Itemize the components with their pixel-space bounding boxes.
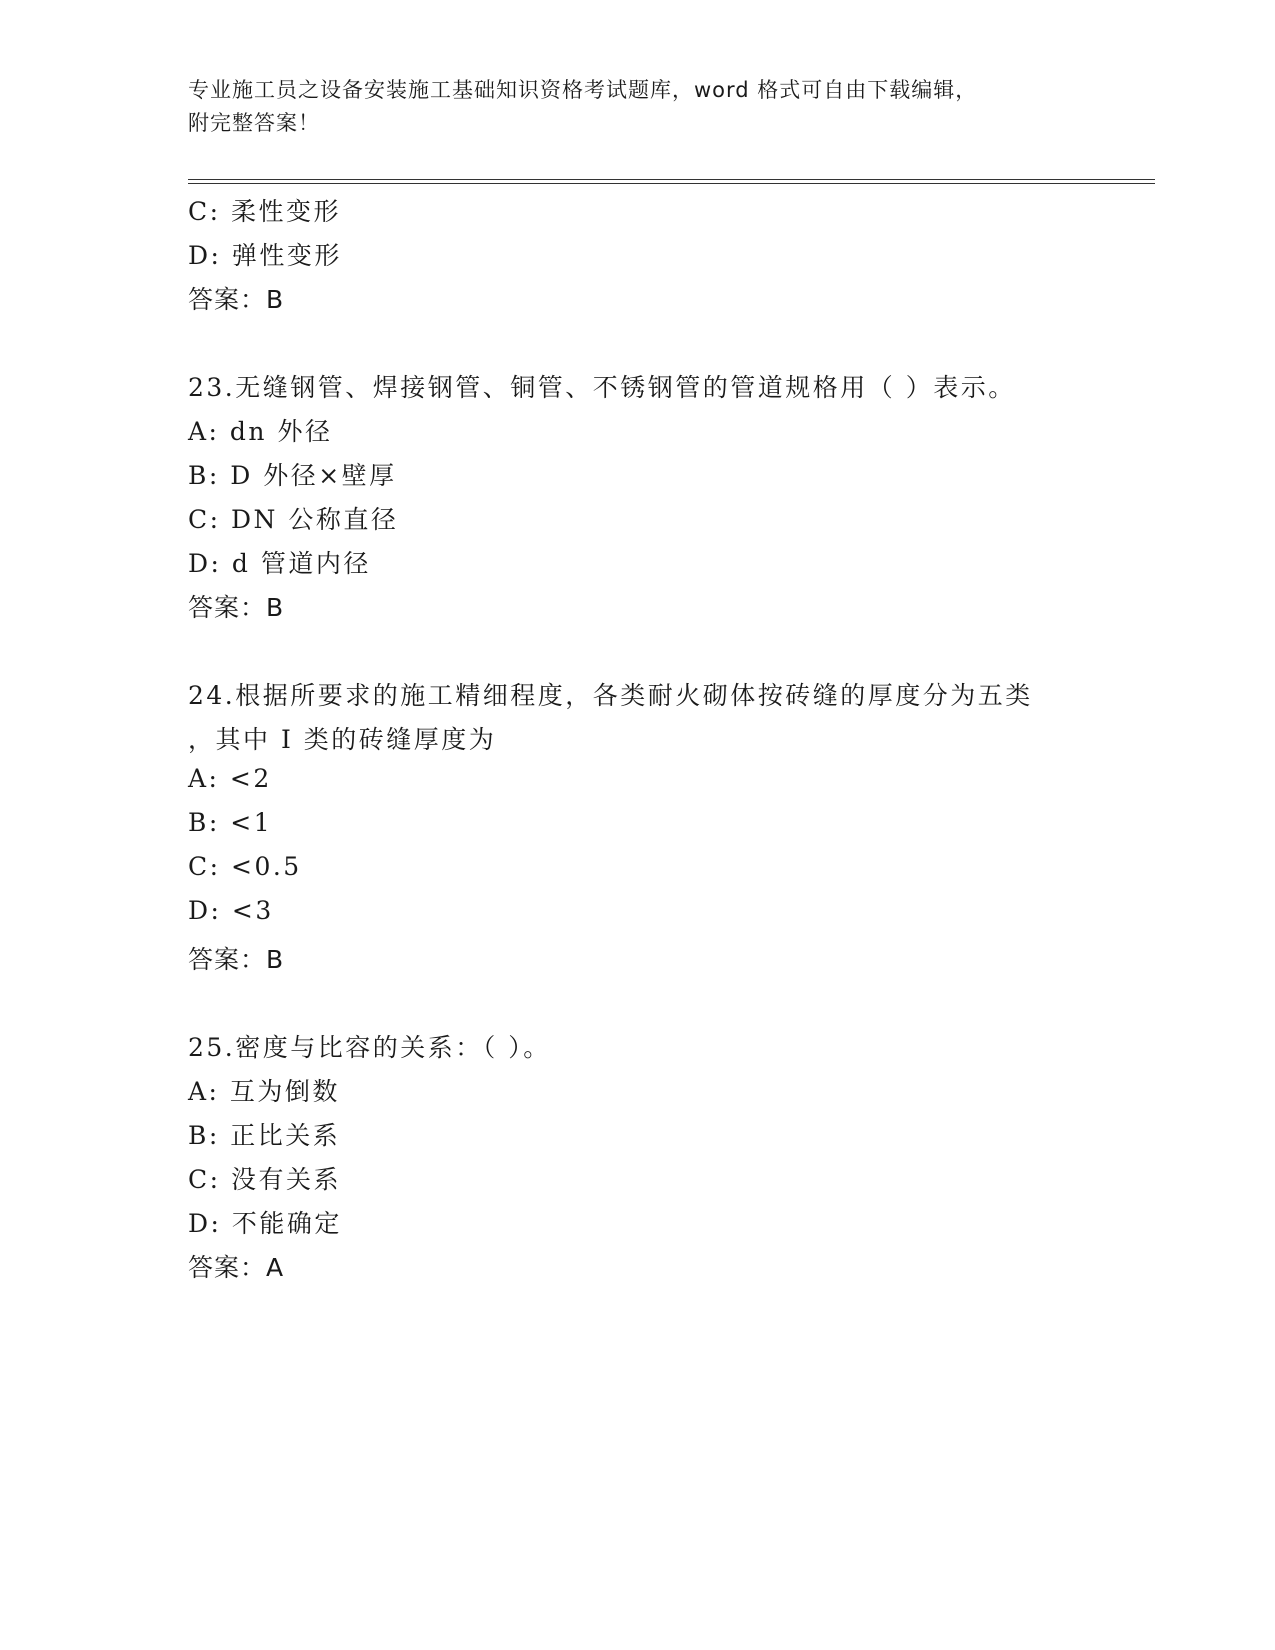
q23-option-a: A: dn 外径: [188, 417, 333, 446]
header-divider-top: [188, 179, 1155, 180]
q25-question: 25.密度与比容的关系：（ ）。: [188, 1033, 551, 1062]
q23-question: 23.无缝钢管、焊接钢管、铜管、不锈钢管的管道规格用（ ）表示。: [188, 373, 1016, 402]
q23-option-d: D: d 管道内径: [188, 549, 371, 578]
q23-answer: 答案：B: [188, 593, 285, 622]
q25-option-c: C: 没有关系: [188, 1165, 341, 1194]
header-line-2: 附完整答案！: [188, 111, 320, 135]
document-header: [188, 74, 1088, 140]
q25-option-d: D: 不能确定: [188, 1209, 342, 1238]
header-divider-bottom: [188, 183, 1155, 184]
q22-answer: 答案：B: [188, 285, 285, 314]
q24-question-line-2: ，其中 I 类的砖缝厚度为: [188, 725, 497, 754]
q22-option-d: D: 弹性变形: [188, 241, 342, 270]
header-line-1: 专业施工员之设备安装施工基础知识资格考试题库，word 格式可自由下载编辑，: [188, 78, 978, 102]
q24-answer: 答案：B: [188, 945, 285, 974]
q23-option-b: B: D 外径×壁厚: [188, 461, 397, 490]
q24-option-a: A: <2: [188, 764, 272, 793]
q24-question-line-1: 24.根据所要求的施工精细程度，各类耐火砌体按砖缝的厚度分为五类: [188, 681, 1033, 710]
q25-answer: 答案：A: [188, 1253, 285, 1282]
q24-option-c: C: <0.5: [188, 852, 302, 881]
q22-option-c: C: 柔性变形: [188, 197, 341, 226]
q24-option-b: B: <1: [188, 808, 273, 837]
q25-option-b: B: 正比关系: [188, 1121, 341, 1150]
q23-option-c: C: DN 公称直径: [188, 505, 399, 534]
q24-option-d: D: <3: [188, 896, 274, 925]
q25-option-a: A: 互为倒数: [188, 1077, 340, 1106]
